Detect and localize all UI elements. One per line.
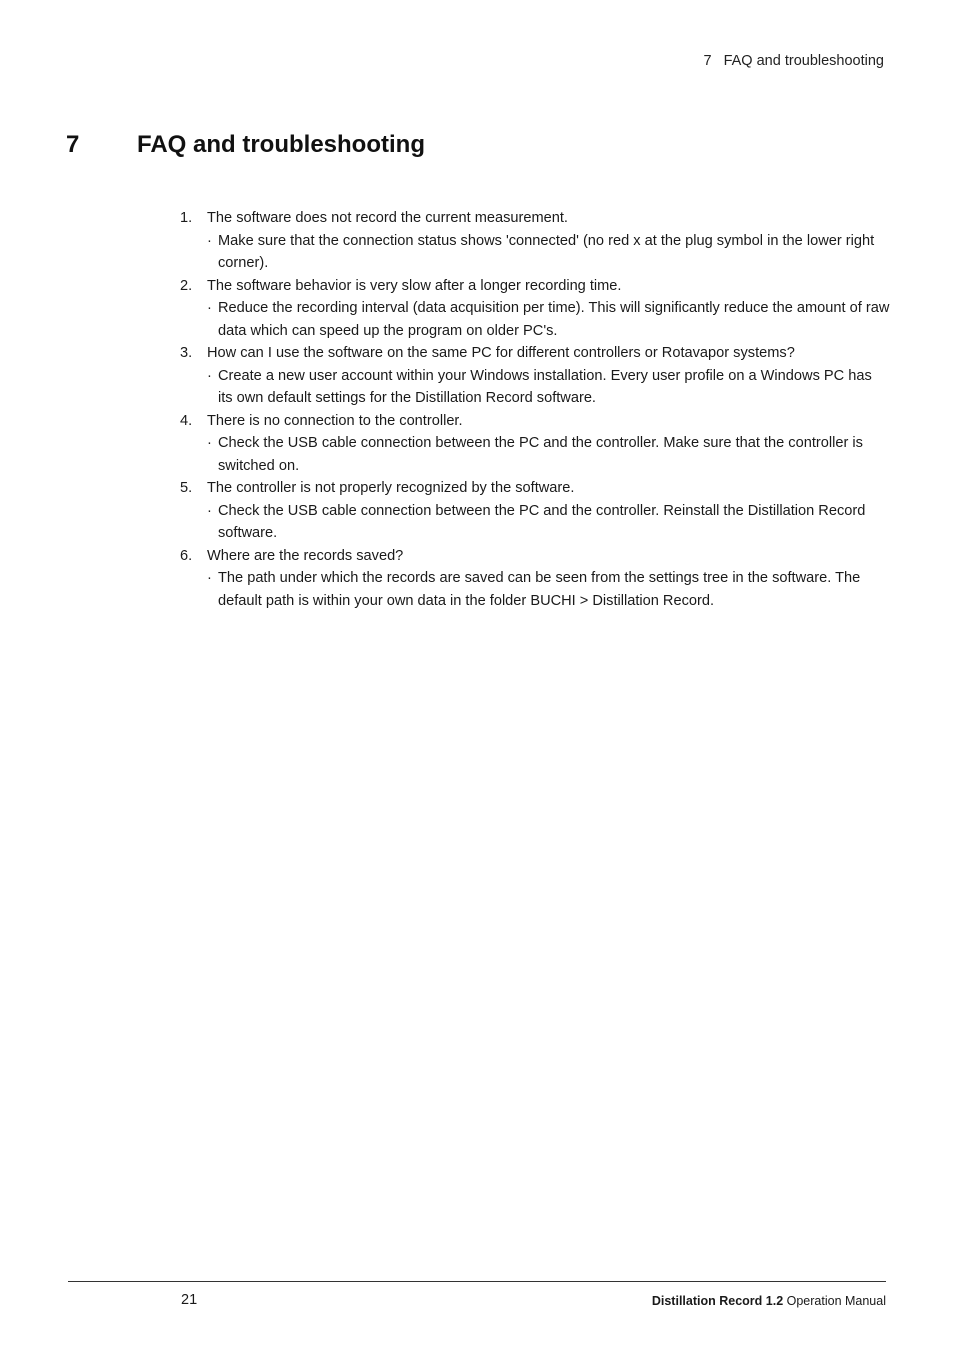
- faq-answer-text: Check the USB cable connection between the PC and the controller. Make sure that the controller is switched on.: [218, 435, 863, 474]
- faq-answer: [180, 567, 890, 612]
- chapter-number: 7: [66, 131, 80, 158]
- faq-question-number: 4.: [180, 412, 193, 429]
- bullet-marker: ·: [207, 367, 212, 384]
- faq-item: [180, 275, 890, 343]
- faq-answer-text: The path under which the records are saved can be seen from the settings tree in the software. The default path is within your own data in the folder BUCHI > Distillation Record.: [218, 570, 861, 609]
- faq-question: [180, 410, 890, 433]
- faq-item: [180, 410, 890, 478]
- faq-question-text: Where are the records saved?: [207, 547, 404, 564]
- footer-divider: [68, 1281, 886, 1282]
- faq-question-text: There is no connection to the controller.: [207, 412, 463, 429]
- faq-question-text: The software behavior is very slow after a longer recording time.: [207, 277, 622, 294]
- page-number: 21: [181, 1292, 198, 1308]
- faq-answer: [180, 230, 890, 275]
- bullet-marker: ·: [207, 570, 212, 586]
- faq-answer: [180, 365, 890, 410]
- footer-doc-type: Operation Manual: [786, 1294, 886, 1308]
- faq-question: [180, 342, 890, 365]
- faq-answer-text: Reduce the recording interval (data acquisition per time). This will significantly reduce the amount of raw data which can speed up the program on older PC's.: [218, 300, 890, 339]
- footer-document-title: [652, 1294, 886, 1308]
- faq-question: [180, 275, 890, 298]
- faq-answer-text: Check the USB cable connection between the PC and the controller. Reinstall the Distillation Record software.: [218, 502, 866, 541]
- running-header: [704, 53, 885, 69]
- bullet-marker: ·: [207, 300, 212, 316]
- faq-answer-text: Create a new user account within your Windows installation. Every user profile on a Windows PC has its own default settings for the Distillation Record software.: [218, 367, 872, 406]
- faq-answer: [180, 432, 890, 477]
- bullet-marker: ·: [207, 435, 212, 451]
- faq-question-number: 1.: [180, 210, 193, 226]
- faq-question: [180, 207, 890, 230]
- running-header-chapter-title: FAQ and troubleshooting: [723, 53, 884, 69]
- faq-question-number: 6.: [180, 547, 193, 564]
- faq-question-text: The software does not record the current measurement.: [207, 210, 568, 226]
- faq-item: [180, 545, 890, 613]
- faq-item: [180, 207, 890, 275]
- faq-question-number: 5.: [180, 480, 193, 496]
- faq-answer-text: Make sure that the connection status shows 'connected' (no red x at the plug symbol in the lower right corner).: [218, 232, 875, 271]
- faq-question-number: 3.: [180, 345, 193, 361]
- faq-answer: [180, 500, 890, 545]
- faq-item: [180, 342, 890, 410]
- running-header-chapter-number: 7: [703, 53, 712, 69]
- bullet-marker: ·: [207, 232, 212, 249]
- footer-product-name: Distillation Record 1.2: [651, 1294, 784, 1308]
- faq-list: [180, 207, 890, 612]
- chapter-title: FAQ and troubleshooting: [137, 131, 425, 158]
- bullet-marker: ·: [207, 502, 212, 519]
- faq-question: [180, 545, 890, 568]
- faq-question-text: How can I use the software on the same PC for different controllers or Rotavapor systems?: [207, 345, 795, 361]
- faq-question-text: The controller is not properly recognized by the software.: [207, 480, 575, 496]
- faq-item: [180, 477, 890, 545]
- faq-answer: [180, 297, 890, 342]
- faq-question-number: 2.: [180, 277, 193, 294]
- faq-question: [180, 477, 890, 500]
